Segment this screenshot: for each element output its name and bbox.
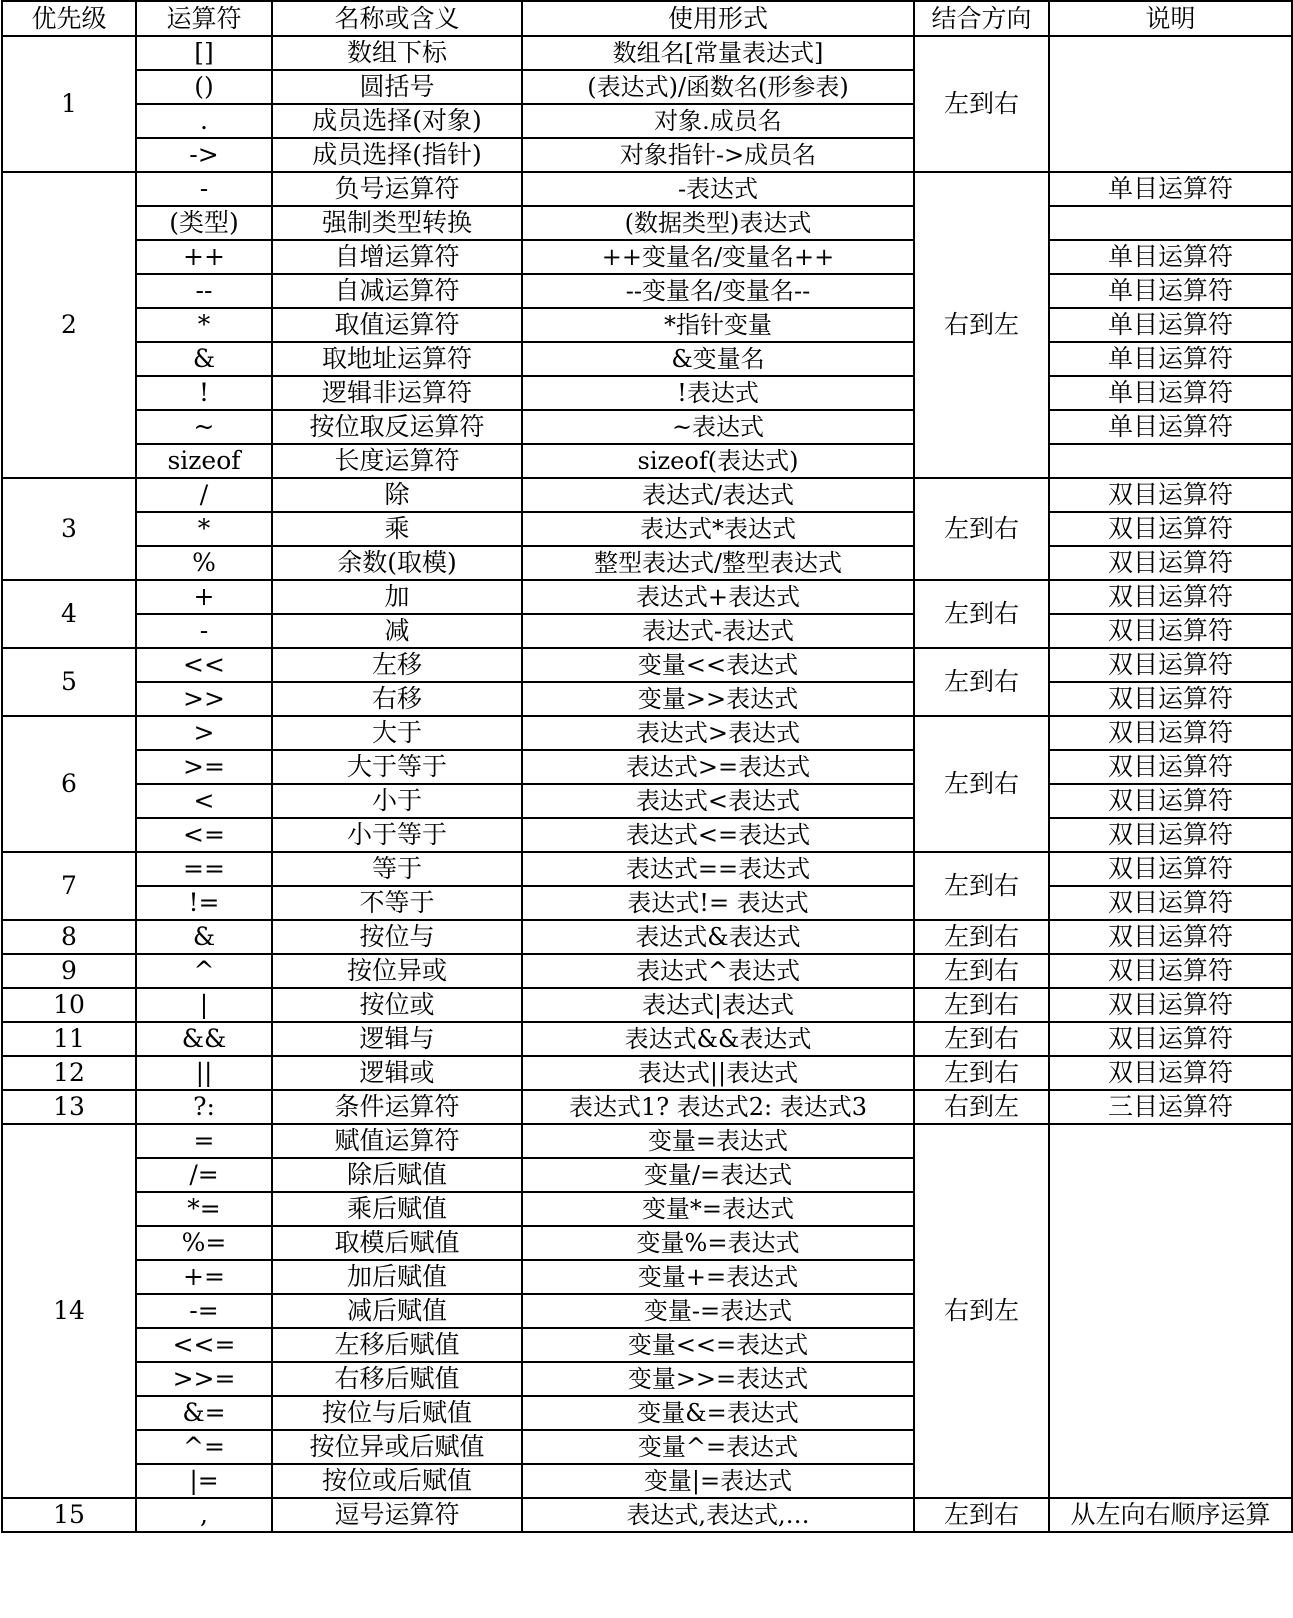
operator-cell: < [136,784,272,818]
header-operator: 运算符 [136,1,272,36]
note-cell: 单目运算符 [1049,172,1292,206]
operator-name-cell: 减 [272,614,522,648]
usage-form-cell: --变量名/变量名-- [522,274,914,308]
precedence-level: 9 [2,954,136,988]
table-header [2,1,1292,36]
table-row [2,1022,1292,1056]
operator-cell: *= [136,1192,272,1226]
usage-form-cell: 变量|=表达式 [522,1464,914,1498]
associativity-cell: 左到右 [914,478,1049,580]
operator-name-cell: 自减运算符 [272,274,522,308]
operator-name-cell: 等于 [272,852,522,886]
operator-name-cell: 大于等于 [272,750,522,784]
operator-cell: ^= [136,1430,272,1464]
table-row [2,818,1292,852]
associativity-cell: 左到右 [914,716,1049,852]
note-cell [1049,206,1292,240]
operator-cell: || [136,1056,272,1090]
operator-cell: > [136,716,272,750]
usage-form-cell: 变量=表达式 [522,1124,914,1158]
usage-form-cell: 表达式>=表达式 [522,750,914,784]
operator-name-cell: 按位异或后赋值 [272,1430,522,1464]
table-row [2,342,1292,376]
associativity-cell: 左到右 [914,1498,1049,1532]
operator-cell: [] [136,36,272,70]
table-row [2,1124,1292,1158]
note-cell: 双目运算符 [1049,682,1292,716]
table-row [2,988,1292,1022]
operator-name-cell: 余数(取模) [272,546,522,580]
usage-form-cell: 表达式||表达式 [522,1056,914,1090]
header-name: 名称或含义 [272,1,522,36]
usage-form-cell: -表达式 [522,172,914,206]
operator-cell: += [136,1260,272,1294]
usage-form-cell: 数组名[常量表达式] [522,36,914,70]
usage-form-cell: 变量^=表达式 [522,1430,914,1464]
operator-name-cell: 按位或 [272,988,522,1022]
operator-cell: |= [136,1464,272,1498]
usage-form-cell: 表达式,表达式,… [522,1498,914,1532]
operator-name-cell: 成员选择(对象) [272,104,522,138]
usage-form-cell: 对象.成员名 [522,104,914,138]
table-row [2,682,1292,716]
operator-name-cell: 逻辑与 [272,1022,522,1056]
associativity-cell: 左到右 [914,36,1049,172]
precedence-level: 5 [2,648,136,716]
table-row [2,308,1292,342]
operator-name-cell: 长度运算符 [272,444,522,478]
note-cell [1049,444,1292,478]
operator-cell: % [136,546,272,580]
note-cell: 双目运算符 [1049,512,1292,546]
table-row [2,750,1292,784]
operator-name-cell: 逗号运算符 [272,1498,522,1532]
associativity-cell: 右到左 [914,1124,1049,1498]
usage-form-cell: 变量%=表达式 [522,1226,914,1260]
header-usage: 使用形式 [522,1,914,36]
operator-name-cell: 右移后赋值 [272,1362,522,1396]
operator-name-cell: 取地址运算符 [272,342,522,376]
note-cell: 双目运算符 [1049,716,1292,750]
precedence-level: 6 [2,716,136,852]
operator-cell: && [136,1022,272,1056]
usage-form-cell: 变量/=表达式 [522,1158,914,1192]
operator-name-cell: 按位异或 [272,954,522,988]
operator-name-cell: 条件运算符 [272,1090,522,1124]
operator-cell: /= [136,1158,272,1192]
note-cell [1049,1124,1292,1498]
operator-name-cell: 按位与后赋值 [272,1396,522,1430]
operator-name-cell: 按位取反运算符 [272,410,522,444]
table-body [2,36,1292,1532]
operator-cell: != [136,886,272,920]
note-cell: 双目运算符 [1049,818,1292,852]
operator-name-cell: 乘 [272,512,522,546]
operator-name-cell: 左移后赋值 [272,1328,522,1362]
table-row [2,512,1292,546]
usage-form-cell: !表达式 [522,376,914,410]
operator-cell: <<= [136,1328,272,1362]
operator-cell: ++ [136,240,272,274]
precedence-level: 1 [2,36,136,172]
usage-form-cell: ++变量名/变量名++ [522,240,914,274]
operator-cell: -= [136,1294,272,1328]
associativity-cell: 右到左 [914,1090,1049,1124]
precedence-level: 2 [2,172,136,478]
usage-form-cell: (数据类型)表达式 [522,206,914,240]
table-row [2,206,1292,240]
precedence-level: 11 [2,1022,136,1056]
operator-cell: >>= [136,1362,272,1396]
table-row [2,1056,1292,1090]
header-associativity: 结合方向 [914,1,1049,36]
usage-form-cell: 对象指针->成员名 [522,138,914,172]
operator-name-cell: 大于 [272,716,522,750]
precedence-level: 7 [2,852,136,920]
associativity-cell: 左到右 [914,580,1049,648]
note-cell: 单目运算符 [1049,410,1292,444]
operator-name-cell: 减后赋值 [272,1294,522,1328]
operator-cell: << [136,648,272,682]
usage-form-cell: 表达式/表达式 [522,478,914,512]
header-row [2,1,1292,36]
usage-form-cell: 表达式+表达式 [522,580,914,614]
usage-form-cell: 变量*=表达式 [522,1192,914,1226]
usage-form-cell: 表达式1? 表达式2: 表达式3 [522,1090,914,1124]
operator-name-cell: 按位或后赋值 [272,1464,522,1498]
header-level: 优先级 [2,1,136,36]
operator-cell: <= [136,818,272,852]
precedence-level: 4 [2,580,136,648]
usage-form-cell: *指针变量 [522,308,914,342]
usage-form-cell: 表达式==表达式 [522,852,914,886]
table-row [2,716,1292,750]
operator-name-cell: 小于等于 [272,818,522,852]
table-row [2,36,1292,70]
operator-name-cell: 取模后赋值 [272,1226,522,1260]
note-cell: 双目运算符 [1049,954,1292,988]
usage-form-cell: 表达式<表达式 [522,784,914,818]
operator-cell: = [136,1124,272,1158]
precedence-level: 14 [2,1124,136,1498]
usage-form-cell: 表达式&表达式 [522,920,914,954]
operator-name-cell: 赋值运算符 [272,1124,522,1158]
associativity-cell: 左到右 [914,852,1049,920]
table-row [2,444,1292,478]
note-cell: 双目运算符 [1049,784,1292,818]
operator-name-cell: 自增运算符 [272,240,522,274]
usage-form-cell: 表达式>表达式 [522,716,914,750]
operator-name-cell: 逻辑或 [272,1056,522,1090]
operator-cell: >= [136,750,272,784]
operator-cell: - [136,172,272,206]
precedence-level: 13 [2,1090,136,1124]
note-cell: 从左向右顺序运算 [1049,1498,1292,1532]
usage-form-cell: sizeof(表达式) [522,444,914,478]
operator-cell: sizeof [136,444,272,478]
operator-name-cell: 不等于 [272,886,522,920]
usage-form-cell: 表达式-表达式 [522,614,914,648]
table-row [2,784,1292,818]
usage-form-cell: 变量>>表达式 [522,682,914,716]
note-cell [1049,36,1292,172]
table-row [2,886,1292,920]
usage-form-cell: 变量>>=表达式 [522,1362,914,1396]
usage-form-cell: 表达式&&表达式 [522,1022,914,1056]
operator-precedence-table [1,0,1293,1533]
operator-cell: ! [136,376,272,410]
associativity-cell: 左到右 [914,954,1049,988]
note-cell: 双目运算符 [1049,988,1292,1022]
table-row [2,376,1292,410]
usage-form-cell: &变量名 [522,342,914,376]
header-note: 说明 [1049,1,1292,36]
note-cell: 双目运算符 [1049,648,1292,682]
table-row [2,614,1292,648]
note-cell: 双目运算符 [1049,852,1292,886]
table-row [2,580,1292,614]
operator-name-cell: 按位与 [272,920,522,954]
precedence-level: 10 [2,988,136,1022]
operator-cell: & [136,342,272,376]
usage-form-cell: 表达式|表达式 [522,988,914,1022]
operator-cell: () [136,70,272,104]
usage-form-cell: 表达式*表达式 [522,512,914,546]
operator-cell: >> [136,682,272,716]
operator-name-cell: 强制类型转换 [272,206,522,240]
note-cell: 双目运算符 [1049,920,1292,954]
table-row [2,410,1292,444]
usage-form-cell: 变量-=表达式 [522,1294,914,1328]
associativity-cell: 左到右 [914,1022,1049,1056]
note-cell: 双目运算符 [1049,1022,1292,1056]
precedence-level: 15 [2,1498,136,1532]
operator-cell: -- [136,274,272,308]
note-cell: 单目运算符 [1049,240,1292,274]
operator-cell: | [136,988,272,1022]
operator-name-cell: 左移 [272,648,522,682]
operator-cell: * [136,512,272,546]
associativity-cell: 左到右 [914,988,1049,1022]
table-row [2,648,1292,682]
note-cell: 双目运算符 [1049,546,1292,580]
operator-name-cell: 右移 [272,682,522,716]
operator-name-cell: 除后赋值 [272,1158,522,1192]
table-row [2,172,1292,206]
usage-form-cell: 整型表达式/整型表达式 [522,546,914,580]
usage-form-cell: 表达式^表达式 [522,954,914,988]
note-cell: 双目运算符 [1049,580,1292,614]
usage-form-cell: 变量<<=表达式 [522,1328,914,1362]
usage-form-cell: 变量<<表达式 [522,648,914,682]
note-cell: 单目运算符 [1049,376,1292,410]
note-cell: 单目运算符 [1049,342,1292,376]
operator-cell: - [136,614,272,648]
precedence-level: 3 [2,478,136,580]
operator-name-cell: 圆括号 [272,70,522,104]
usage-form-cell: ~表达式 [522,410,914,444]
usage-form-cell: 表达式<=表达式 [522,818,914,852]
operator-cell: , [136,1498,272,1532]
operator-name-cell: 加后赋值 [272,1260,522,1294]
table-row [2,920,1292,954]
operator-cell: %= [136,1226,272,1260]
operator-name-cell: 逻辑非运算符 [272,376,522,410]
note-cell: 单目运算符 [1049,274,1292,308]
note-cell: 双目运算符 [1049,614,1292,648]
operator-cell: (类型) [136,206,272,240]
operator-cell: == [136,852,272,886]
associativity-cell: 左到右 [914,920,1049,954]
note-cell: 双目运算符 [1049,1056,1292,1090]
usage-form-cell: 表达式!= 表达式 [522,886,914,920]
usage-form-cell: (表达式)/函数名(形参表) [522,70,914,104]
operator-cell: ^ [136,954,272,988]
operator-cell: * [136,308,272,342]
operator-name-cell: 负号运算符 [272,172,522,206]
operator-cell: . [136,104,272,138]
operator-cell: ~ [136,410,272,444]
note-cell: 双目运算符 [1049,478,1292,512]
operator-name-cell: 取值运算符 [272,308,522,342]
note-cell: 三目运算符 [1049,1090,1292,1124]
operator-name-cell: 小于 [272,784,522,818]
note-cell: 单目运算符 [1049,308,1292,342]
table-row [2,478,1292,512]
operator-cell: &= [136,1396,272,1430]
table-row [2,240,1292,274]
operator-name-cell: 数组下标 [272,36,522,70]
operator-cell: & [136,920,272,954]
note-cell: 双目运算符 [1049,750,1292,784]
table-row [2,1498,1292,1532]
operator-name-cell: 成员选择(指针) [272,138,522,172]
table-row [2,274,1292,308]
table-row [2,852,1292,886]
usage-form-cell: 变量&=表达式 [522,1396,914,1430]
precedence-level: 8 [2,920,136,954]
operator-cell: + [136,580,272,614]
table-row [2,954,1292,988]
table-row [2,546,1292,580]
associativity-cell: 左到右 [914,648,1049,716]
operator-cell: -> [136,138,272,172]
precedence-level: 12 [2,1056,136,1090]
associativity-cell: 左到右 [914,1056,1049,1090]
operator-cell: ?: [136,1090,272,1124]
operator-name-cell: 除 [272,478,522,512]
table-row [2,1090,1292,1124]
associativity-cell: 右到左 [914,172,1049,478]
note-cell: 双目运算符 [1049,886,1292,920]
operator-cell: / [136,478,272,512]
usage-form-cell: 变量+=表达式 [522,1260,914,1294]
operator-name-cell: 乘后赋值 [272,1192,522,1226]
operator-name-cell: 加 [272,580,522,614]
